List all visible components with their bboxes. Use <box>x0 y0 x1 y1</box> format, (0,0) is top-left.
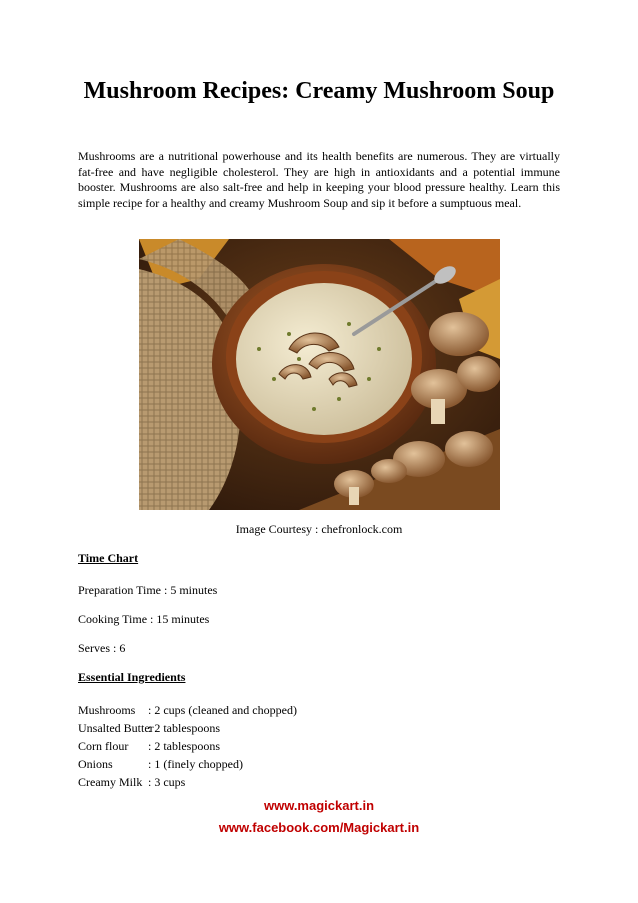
time-chart-heading: Time Chart <box>78 551 139 565</box>
ingredient-name: Onions <box>78 757 113 771</box>
ingredient-amount: : 2 cups (cleaned and chopped) <box>148 703 297 717</box>
serves: Serves : 6 <box>78 641 126 655</box>
ingredient-amount: : 3 cups <box>148 775 186 789</box>
ingredient-amount: : 1 (finely chopped) <box>148 757 243 771</box>
preparation-time: Preparation Time : 5 minutes <box>78 583 218 597</box>
ingredient-amount: : 2 tablespoons <box>148 721 220 735</box>
ingredient-name: Creamy Milk <box>78 775 143 789</box>
ingredients-heading: Essential Ingredients <box>78 670 186 684</box>
ingredient-name: Unsalted Butter <box>78 721 154 735</box>
soup-photo <box>139 239 500 510</box>
footer-facebook-link[interactable]: www.facebook.com/Magickart.in <box>218 820 420 835</box>
footer-website-link[interactable]: www.magickart.in <box>263 798 375 813</box>
ingredient-name: Mushrooms <box>78 703 136 717</box>
intro-paragraph: Mushrooms are a nutritional powerhouse and its health benefits are numerous. They are virtually fat-free and have negligible cholesterol. They are high in antioxidants and a potential immune booster. Mushrooms are also salt-free and help in keeping your blood pressure healthy. Learn this simple recipe for a healthy and creamy Mushroom Soup and sip it before a sumptuous meal. <box>78 149 560 210</box>
image-caption: Image Courtesy : chefronlock.com <box>235 522 403 536</box>
page-title: Mushroom Recipes: Creamy Mushroom Soup <box>83 78 555 104</box>
ingredient-amount: : 2 tablespoons <box>148 739 220 753</box>
cooking-time: Cooking Time : 15 minutes <box>78 612 210 626</box>
ingredient-name: Corn flour <box>78 739 129 753</box>
